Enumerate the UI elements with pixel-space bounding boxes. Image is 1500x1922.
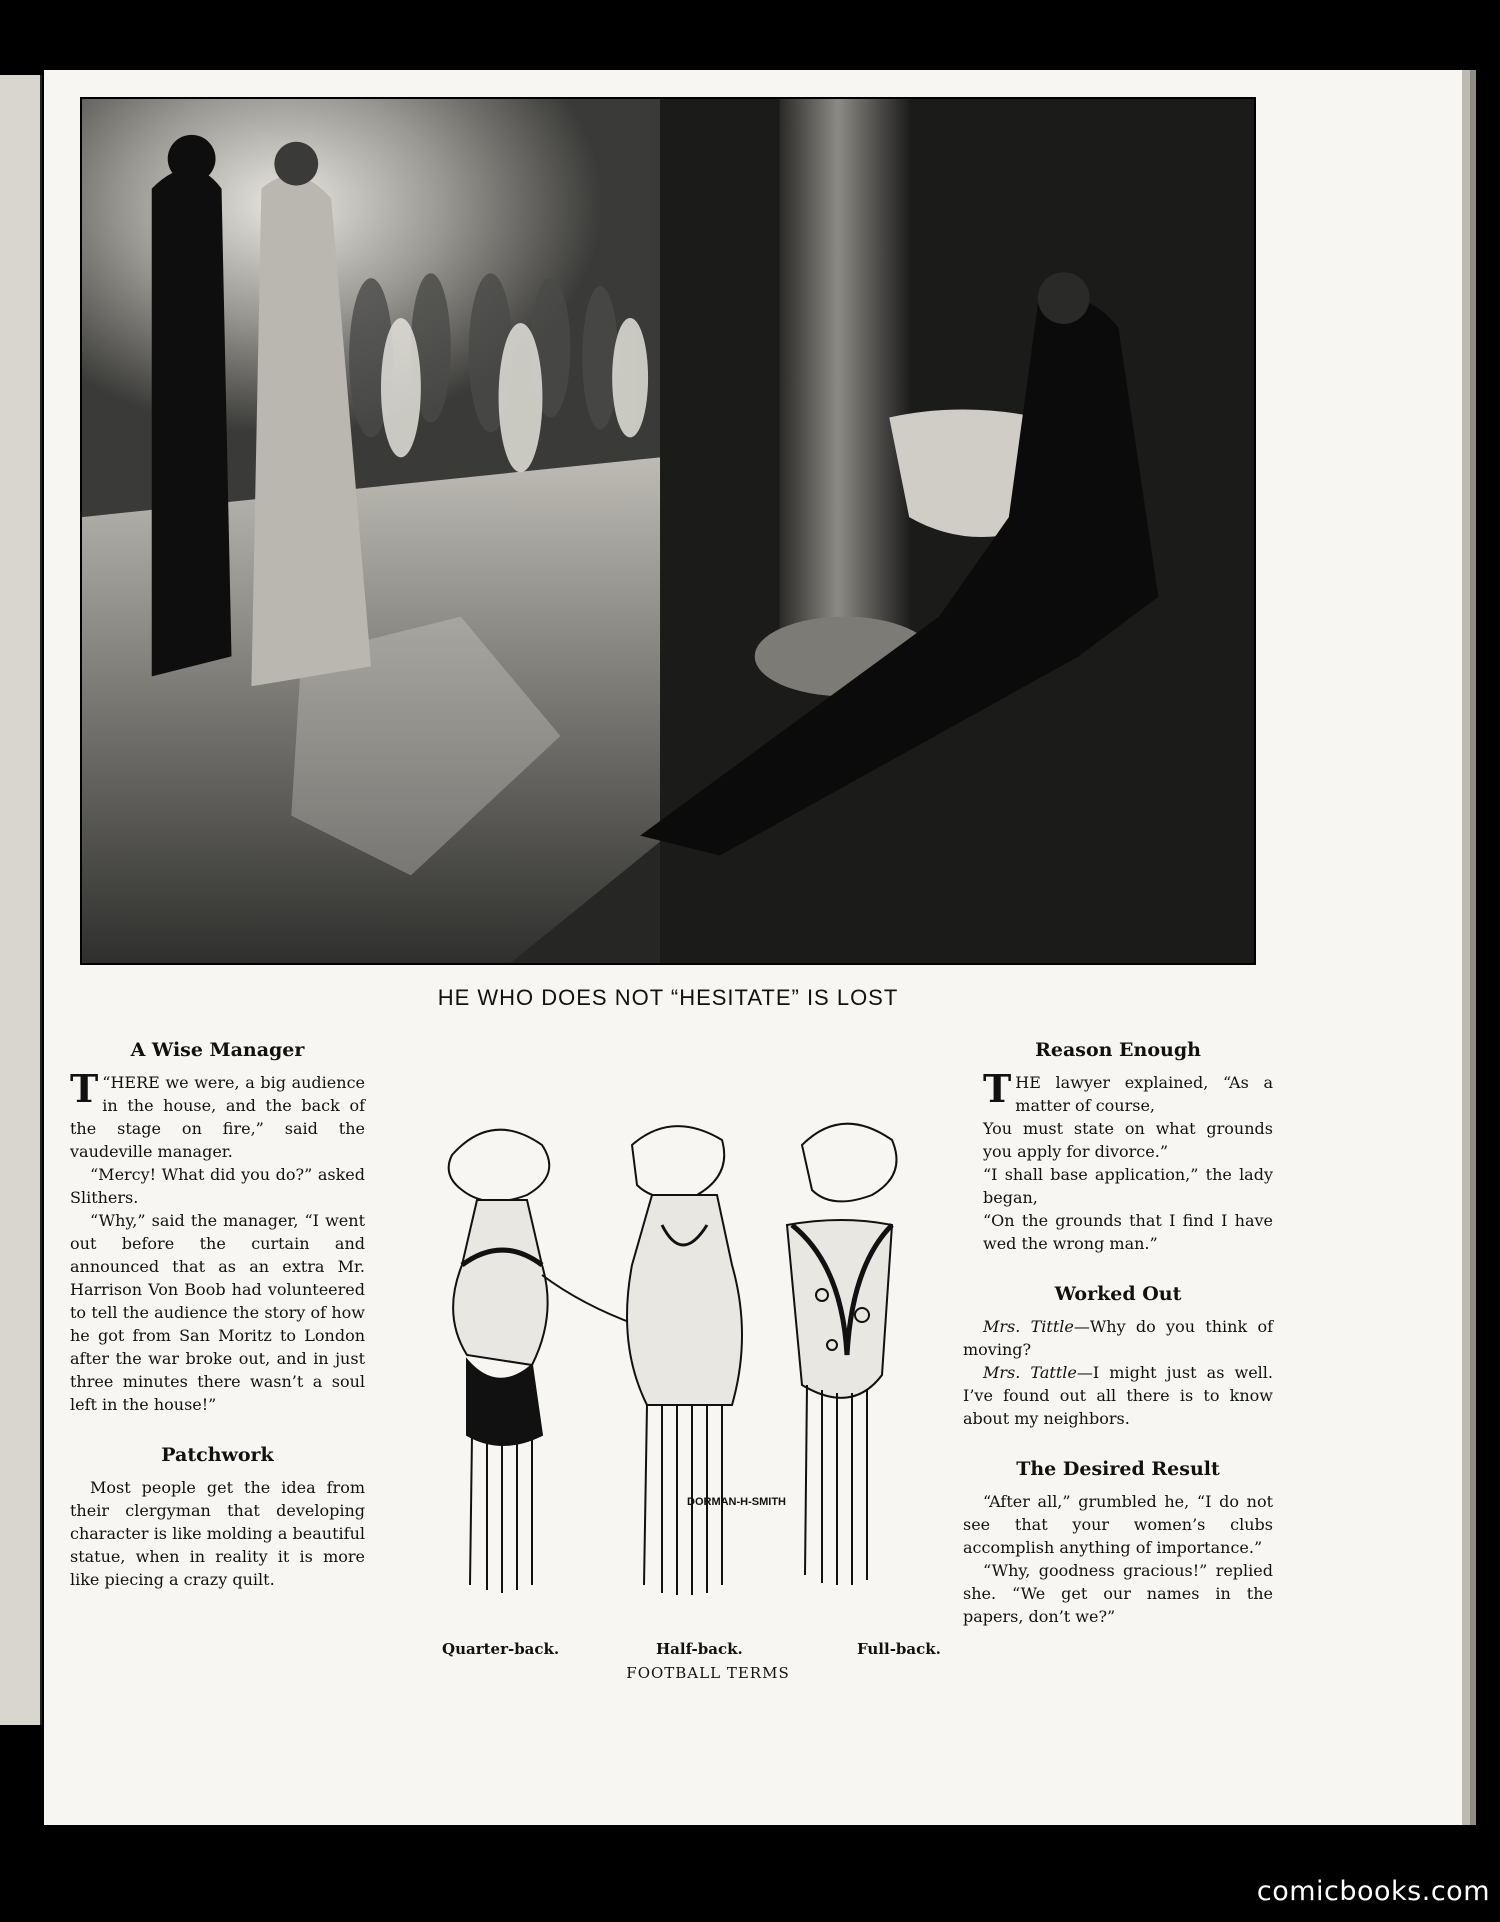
wise-manager-paragraph-2: “Mercy! What did you do?” asked Slithers. bbox=[70, 1165, 365, 1207]
illustration-caption: HE WHO DOES NOT “HESITATE” IS LOST bbox=[437, 985, 899, 1010]
desired-result-paragraph-1: “After all,” grumbled he, “I do not see that your women’s clubs accomplish anything of importance.” bbox=[963, 1492, 1273, 1557]
opening-quote: “ bbox=[102, 1073, 111, 1092]
football-terms-title: FOOTBALL TERMS bbox=[626, 1664, 790, 1682]
right-page-edge-shadow bbox=[1470, 70, 1476, 1825]
worked-out-paragraph-2 bbox=[963, 1361, 1273, 1430]
reason-enough-line-1 bbox=[963, 1066, 1273, 1117]
patchwork-heading: Patchwork bbox=[161, 1444, 274, 1466]
artist-signature: DORMAN-H-SMITH bbox=[687, 1496, 786, 1508]
left-page-edge bbox=[0, 75, 42, 1725]
drop-cap: T bbox=[70, 1066, 99, 1111]
reason-enough-line-3: “I shall base application,” the lady began, bbox=[983, 1165, 1273, 1207]
patchwork-paragraph: Most people get the idea from their clergyman that developing character is like molding a beautiful statue, when in reality it is more like piecing a crazy quilt. bbox=[70, 1478, 365, 1589]
wise-manager-paragraph-1 bbox=[70, 1066, 365, 1163]
worked-out-line-1: —Why do you think of moving? bbox=[963, 1317, 1273, 1359]
reason-enough-line-1-text: HE lawyer explained, “As a matter of course, bbox=[1015, 1073, 1273, 1115]
label-quarter-back: Quarter-back. bbox=[442, 1640, 560, 1658]
reason-enough-drop-cap: T bbox=[983, 1066, 1012, 1111]
desired-result-heading: The Desired Result bbox=[1016, 1458, 1220, 1480]
site-watermark: comicbooks.com bbox=[1256, 1876, 1490, 1907]
label-half-back: Half-back. bbox=[656, 1640, 743, 1658]
wise-manager-text-1: HERE we were, a big audience in the house, and the back of the stage on fire,” said the vaudeville manager. bbox=[70, 1073, 365, 1161]
reason-enough-line-4: “On the grounds that I find I have wed the wrong man.” bbox=[983, 1211, 1273, 1253]
desired-result-paragraph-2: “Why, goodness gracious!” replied she. “We get our names in the papers, don’t we?” bbox=[963, 1561, 1273, 1626]
worked-out-line-2: —I might just as well. I’ve found out all there is to know about my neighbors. bbox=[963, 1363, 1274, 1428]
reason-enough-line-2: You must state on what grounds you apply for divorce.” bbox=[983, 1119, 1273, 1161]
speaker-mrs-tittle: Mrs. Tittle bbox=[983, 1317, 1074, 1336]
reason-enough-heading: Reason Enough bbox=[1035, 1039, 1201, 1061]
worked-out-heading: Worked Out bbox=[1054, 1283, 1182, 1305]
speaker-mrs-tattle: Mrs. Tattle bbox=[983, 1363, 1077, 1382]
label-full-back: Full-back. bbox=[857, 1640, 941, 1658]
wise-manager-paragraph-3: “Why,” said the manager, “I went out before the curtain and announced that as an extra Mr. Harrison Von Boob had volunteered to tell the audience the story of how he got from San Moritz to London after the war broke out, and in just three minutes there wasn’t a soul left in the house!” bbox=[70, 1211, 365, 1414]
worked-out-paragraph-1 bbox=[963, 1315, 1273, 1361]
left-column bbox=[70, 1037, 365, 1591]
wise-manager-heading: A Wise Manager bbox=[130, 1039, 305, 1061]
football-figures-drawing bbox=[432, 1115, 952, 1675]
right-column bbox=[963, 1037, 1273, 1628]
right-page-edge bbox=[1462, 70, 1470, 1825]
ballroom-drawing bbox=[82, 99, 1254, 963]
ballroom-illustration bbox=[80, 97, 1256, 965]
football-terms-cartoon bbox=[432, 1115, 952, 1675]
